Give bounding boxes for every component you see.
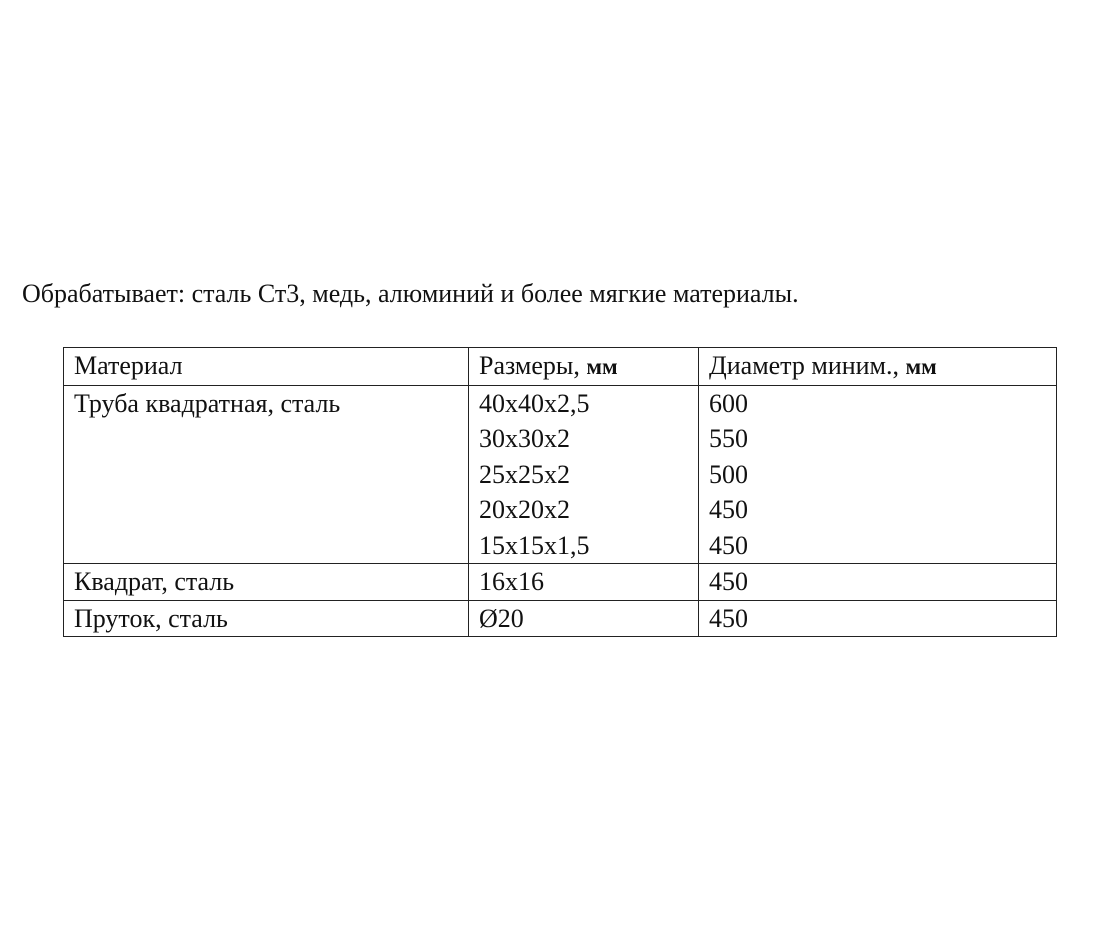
size-value: 15х15х1,5 bbox=[479, 530, 590, 560]
header-sizes-label: Размеры, bbox=[479, 351, 587, 380]
header-material bbox=[64, 348, 469, 386]
diameter-value: 450 bbox=[709, 495, 748, 524]
size-value: Ø20 bbox=[479, 603, 524, 633]
intro-paragraph: Обрабатывает: сталь Ст3, медь, алюминий и более мягкие материалы. bbox=[22, 279, 799, 308]
diameter-value: 600 bbox=[709, 388, 748, 418]
cell-diameter bbox=[699, 564, 1057, 601]
table-row bbox=[64, 564, 1057, 601]
cell-diameter bbox=[699, 385, 1057, 564]
cell-sizes bbox=[469, 385, 699, 564]
cell-diameter bbox=[699, 600, 1057, 637]
cell-material bbox=[64, 600, 469, 637]
header-diameter-unit: мм bbox=[905, 354, 937, 379]
material-text: Труба квадратная, сталь bbox=[74, 388, 341, 418]
cell-material bbox=[64, 385, 469, 564]
diameter-value: 450 bbox=[709, 603, 748, 633]
table-row bbox=[64, 385, 1057, 564]
cell-sizes bbox=[469, 600, 699, 637]
table-header-row bbox=[64, 348, 1057, 386]
size-value: 20х20х2 bbox=[479, 495, 570, 524]
header-sizes bbox=[469, 348, 699, 386]
table-row bbox=[64, 600, 1057, 637]
size-value: 16х16 bbox=[479, 567, 544, 596]
diameter-value: 550 bbox=[709, 424, 748, 453]
materials-table bbox=[63, 347, 1057, 637]
size-value: 40х40х2,5 bbox=[479, 388, 590, 418]
diameter-value: 450 bbox=[709, 530, 748, 560]
material-text: Пруток, сталь bbox=[74, 603, 228, 633]
header-diameter-label: Диаметр миним., bbox=[709, 351, 906, 380]
size-value: 25х25х2 bbox=[479, 459, 570, 489]
header-diameter bbox=[699, 348, 1057, 386]
header-sizes-unit: мм bbox=[586, 354, 618, 379]
size-value: 30х30х2 bbox=[479, 424, 570, 453]
diameter-value: 500 bbox=[709, 459, 748, 489]
header-material-label: Материал bbox=[74, 351, 183, 380]
cell-sizes bbox=[469, 564, 699, 601]
diameter-value: 450 bbox=[709, 567, 748, 596]
cell-material bbox=[64, 564, 469, 601]
material-text: Квадрат, сталь bbox=[74, 567, 235, 596]
